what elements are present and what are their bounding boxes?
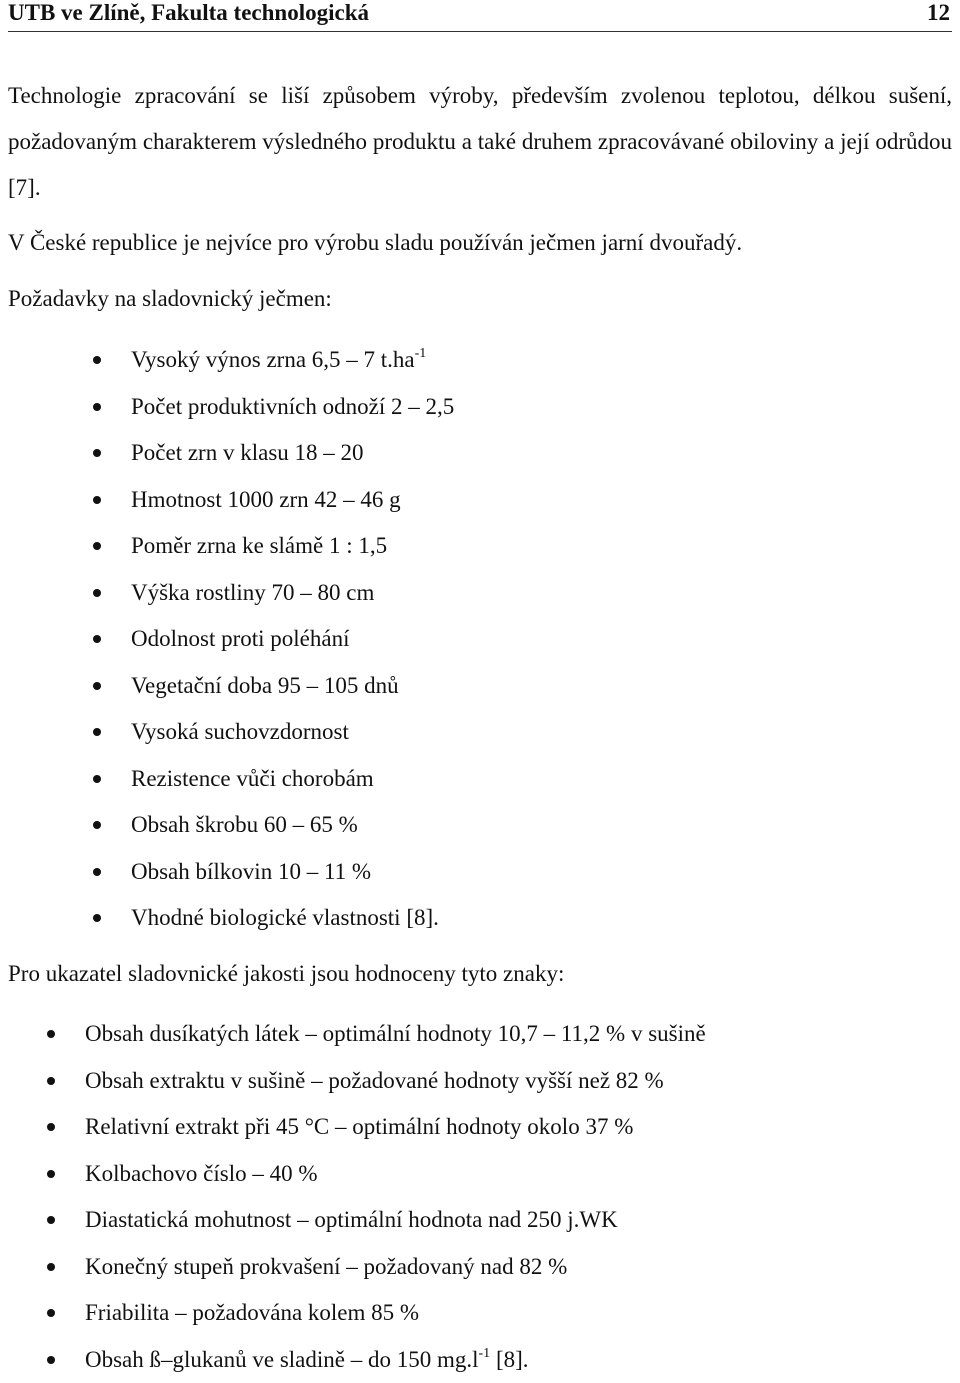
- list-item: [85, 1104, 706, 1151]
- list-item: [131, 523, 454, 570]
- list-item-text: Obsah ß–glukanů ve sladině – do 150 mg.l: [85, 1347, 479, 1372]
- bullet-icon: [47, 1030, 55, 1038]
- list-item-text: Odolnost proti poléhání: [131, 626, 349, 651]
- bullet-icon: [47, 1077, 55, 1085]
- list-item: [85, 1337, 706, 1383]
- header-title: UTB ve Zlíně, Fakulta technologická: [8, 0, 369, 26]
- list-item-text: Vegetační doba 95 – 105 dnů: [131, 673, 399, 698]
- list-item: [131, 337, 454, 384]
- list-item-text: Obsah bílkovin 10 – 11 %: [131, 859, 371, 884]
- list-item-text: Vhodné biologické vlastnosti [8].: [131, 905, 439, 930]
- bullet-icon: [93, 589, 101, 597]
- list-item-tail: [8].: [490, 1347, 528, 1372]
- list-item-text: Hmotnost 1000 zrn 42 – 46 g: [131, 487, 401, 512]
- superscript: -1: [479, 1346, 491, 1361]
- bullet-icon: [93, 449, 101, 457]
- requirements-heading: Požadavky na sladovnický ječmen:: [8, 276, 952, 322]
- bullet-icon: [47, 1123, 55, 1131]
- bullet-icon: [93, 868, 101, 876]
- czech-barley-paragraph: V České republice je nejvíce pro výrobu sladu používán ječmen jarní dvouřadý.: [8, 220, 952, 266]
- requirements-list: [131, 337, 454, 942]
- indicator-heading: Pro ukazatel sladovnické jakosti jsou hodnoceny tyto znaky:: [8, 951, 952, 997]
- bullet-icon: [93, 775, 101, 783]
- bullet-icon: [93, 821, 101, 829]
- list-item: [131, 570, 454, 617]
- bullet-icon: [47, 1170, 55, 1178]
- list-item-text: Poměr zrna ke slámě 1 : 1,5: [131, 533, 387, 558]
- bullet-icon: [93, 403, 101, 411]
- list-item: [131, 663, 454, 710]
- list-item-text: Diastatická mohutnost – optimální hodnota nad 250 j.WK: [85, 1207, 618, 1232]
- list-item: [85, 1011, 706, 1058]
- list-item-text: Friabilita – požadována kolem 85 %: [85, 1300, 419, 1325]
- list-item-text: Výška rostliny 70 – 80 cm: [131, 580, 374, 605]
- list-item-text: Rezistence vůči chorobám: [131, 766, 374, 791]
- list-item: [131, 709, 454, 756]
- indicators-list: [85, 1011, 706, 1383]
- list-item-text: Počet produktivních odnoží 2 – 2,5: [131, 394, 454, 419]
- list-item-text: Konečný stupeň prokvašení – požadovaný nad 82 %: [85, 1254, 567, 1279]
- bullet-icon: [93, 356, 101, 364]
- bullet-icon: [93, 635, 101, 643]
- list-item: [85, 1151, 706, 1198]
- list-item-text: Kolbachovo číslo – 40 %: [85, 1161, 318, 1186]
- bullet-icon: [47, 1216, 55, 1224]
- bullet-icon: [93, 496, 101, 504]
- superscript: -1: [415, 346, 427, 361]
- list-item: [131, 384, 454, 431]
- bullet-icon: [47, 1309, 55, 1317]
- list-item-text: Obsah dusíkatých látek – optimální hodnoty 10,7 – 11,2 % v sušině: [85, 1021, 706, 1046]
- page-number: 12: [927, 0, 950, 26]
- bullet-icon: [47, 1263, 55, 1271]
- list-item-text: Relativní extrakt při 45 °C – optimální hodnoty okolo 37 %: [85, 1114, 633, 1139]
- list-item: [85, 1058, 706, 1105]
- list-item: [85, 1290, 706, 1337]
- bullet-icon: [93, 914, 101, 922]
- list-item: [131, 802, 454, 849]
- bullet-icon: [93, 728, 101, 736]
- intro-paragraph: Technologie zpracování se liší způsobem výroby, především zvolenou teplotou, délkou sušení, požadovaným charakterem výsledného produktu a také druhem zpracovávané obiloviny a její odrůdou [7].: [8, 73, 952, 211]
- list-item-text: Vysoký výnos zrna 6,5 – 7 t.ha: [131, 347, 415, 372]
- list-item-text: Obsah škrobu 60 – 65 %: [131, 812, 358, 837]
- list-item: [131, 430, 454, 477]
- list-item: [131, 895, 454, 942]
- list-item: [85, 1244, 706, 1291]
- list-item: [131, 849, 454, 896]
- list-item-text: Počet zrn v klasu 18 – 20: [131, 440, 364, 465]
- list-item-text: Obsah extraktu v sušině – požadované hodnoty vyšší než 82 %: [85, 1068, 664, 1093]
- bullet-icon: [47, 1356, 55, 1364]
- page-header: [8, 0, 952, 32]
- list-item: [85, 1197, 706, 1244]
- bullet-icon: [93, 542, 101, 550]
- list-item: [131, 756, 454, 803]
- list-item-text: Vysoká suchovzdornost: [131, 719, 349, 744]
- bullet-icon: [93, 682, 101, 690]
- list-item: [131, 477, 454, 524]
- list-item: [131, 616, 454, 663]
